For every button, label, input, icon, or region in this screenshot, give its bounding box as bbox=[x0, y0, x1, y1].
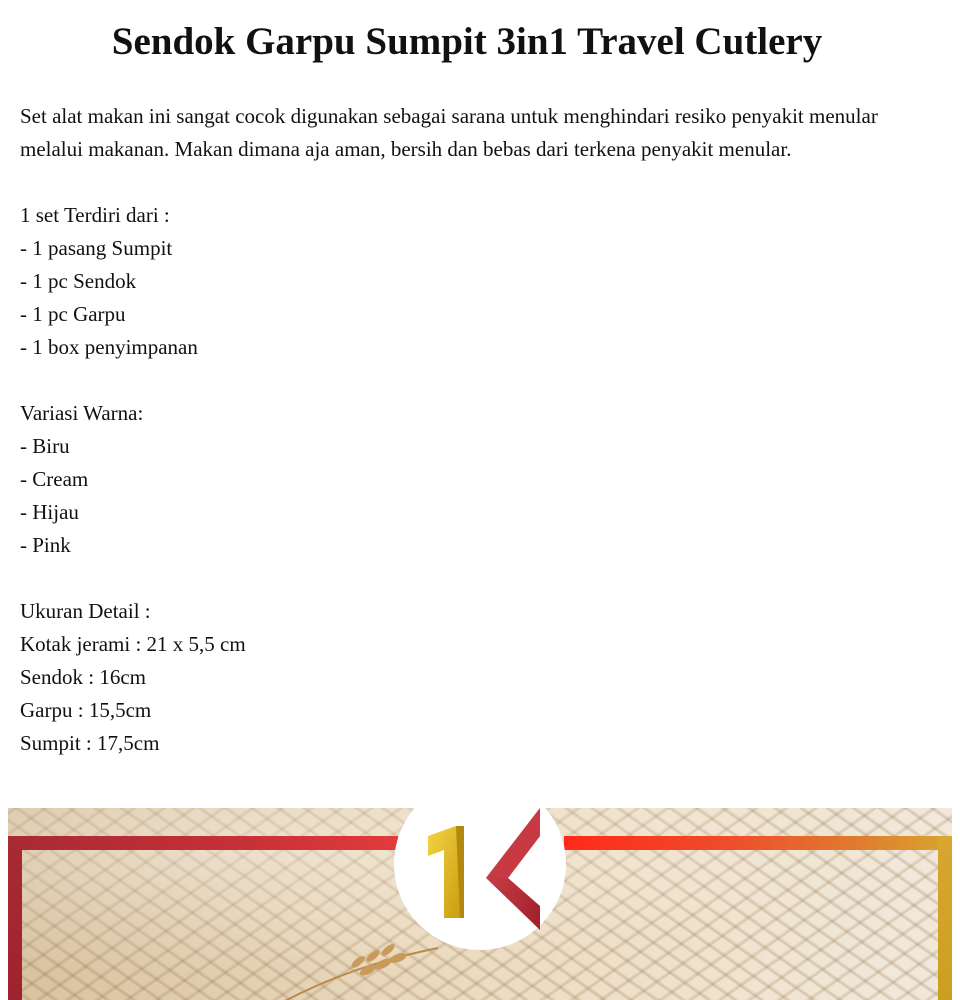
color-variants-section bbox=[20, 397, 920, 562]
description-paragraph: Set alat makan ini sangat cocok digunakan sebagai sarana untuk menghindari resiko penyakit menular melalui makanan. Makan dimana aja aman, bersih dan bebas dari terkena penyakit menular. bbox=[20, 104, 878, 161]
set-contents-section bbox=[20, 199, 920, 364]
banner-frame-right bbox=[938, 836, 952, 1000]
brand-logo bbox=[394, 808, 566, 950]
list-item: - 1 box penyimpanan bbox=[20, 335, 198, 359]
list-item: Kotak jerami : 21 x 5,5 cm bbox=[20, 632, 246, 656]
set-contents-heading: 1 set Terdiri dari : bbox=[20, 203, 170, 227]
banner-frame-top-right bbox=[564, 836, 952, 850]
list-item: - 1 pc Garpu bbox=[20, 302, 126, 326]
list-item: - Pink bbox=[20, 533, 71, 557]
list-item: - Biru bbox=[20, 434, 70, 458]
banner-frame-top-left bbox=[8, 836, 398, 850]
product-banner-image bbox=[8, 808, 952, 1000]
size-details-section bbox=[20, 595, 920, 760]
list-item: Sendok : 16cm bbox=[20, 665, 146, 689]
banner-frame-left bbox=[8, 836, 22, 1000]
list-item: - Cream bbox=[20, 467, 89, 491]
list-item: - 1 pasang Sumpit bbox=[20, 236, 173, 260]
size-details-heading: Ukuran Detail : bbox=[20, 599, 151, 623]
list-item: Garpu : 15,5cm bbox=[20, 698, 152, 722]
list-item: Sumpit : 17,5cm bbox=[20, 731, 160, 755]
color-variants-heading: Variasi Warna: bbox=[20, 401, 144, 425]
page-title: Sendok Garpu Sumpit 3in1 Travel Cutlery bbox=[111, 20, 823, 63]
list-item: - Hijau bbox=[20, 500, 79, 524]
product-description bbox=[20, 100, 920, 760]
list-item: - 1 pc Sendok bbox=[20, 269, 137, 293]
